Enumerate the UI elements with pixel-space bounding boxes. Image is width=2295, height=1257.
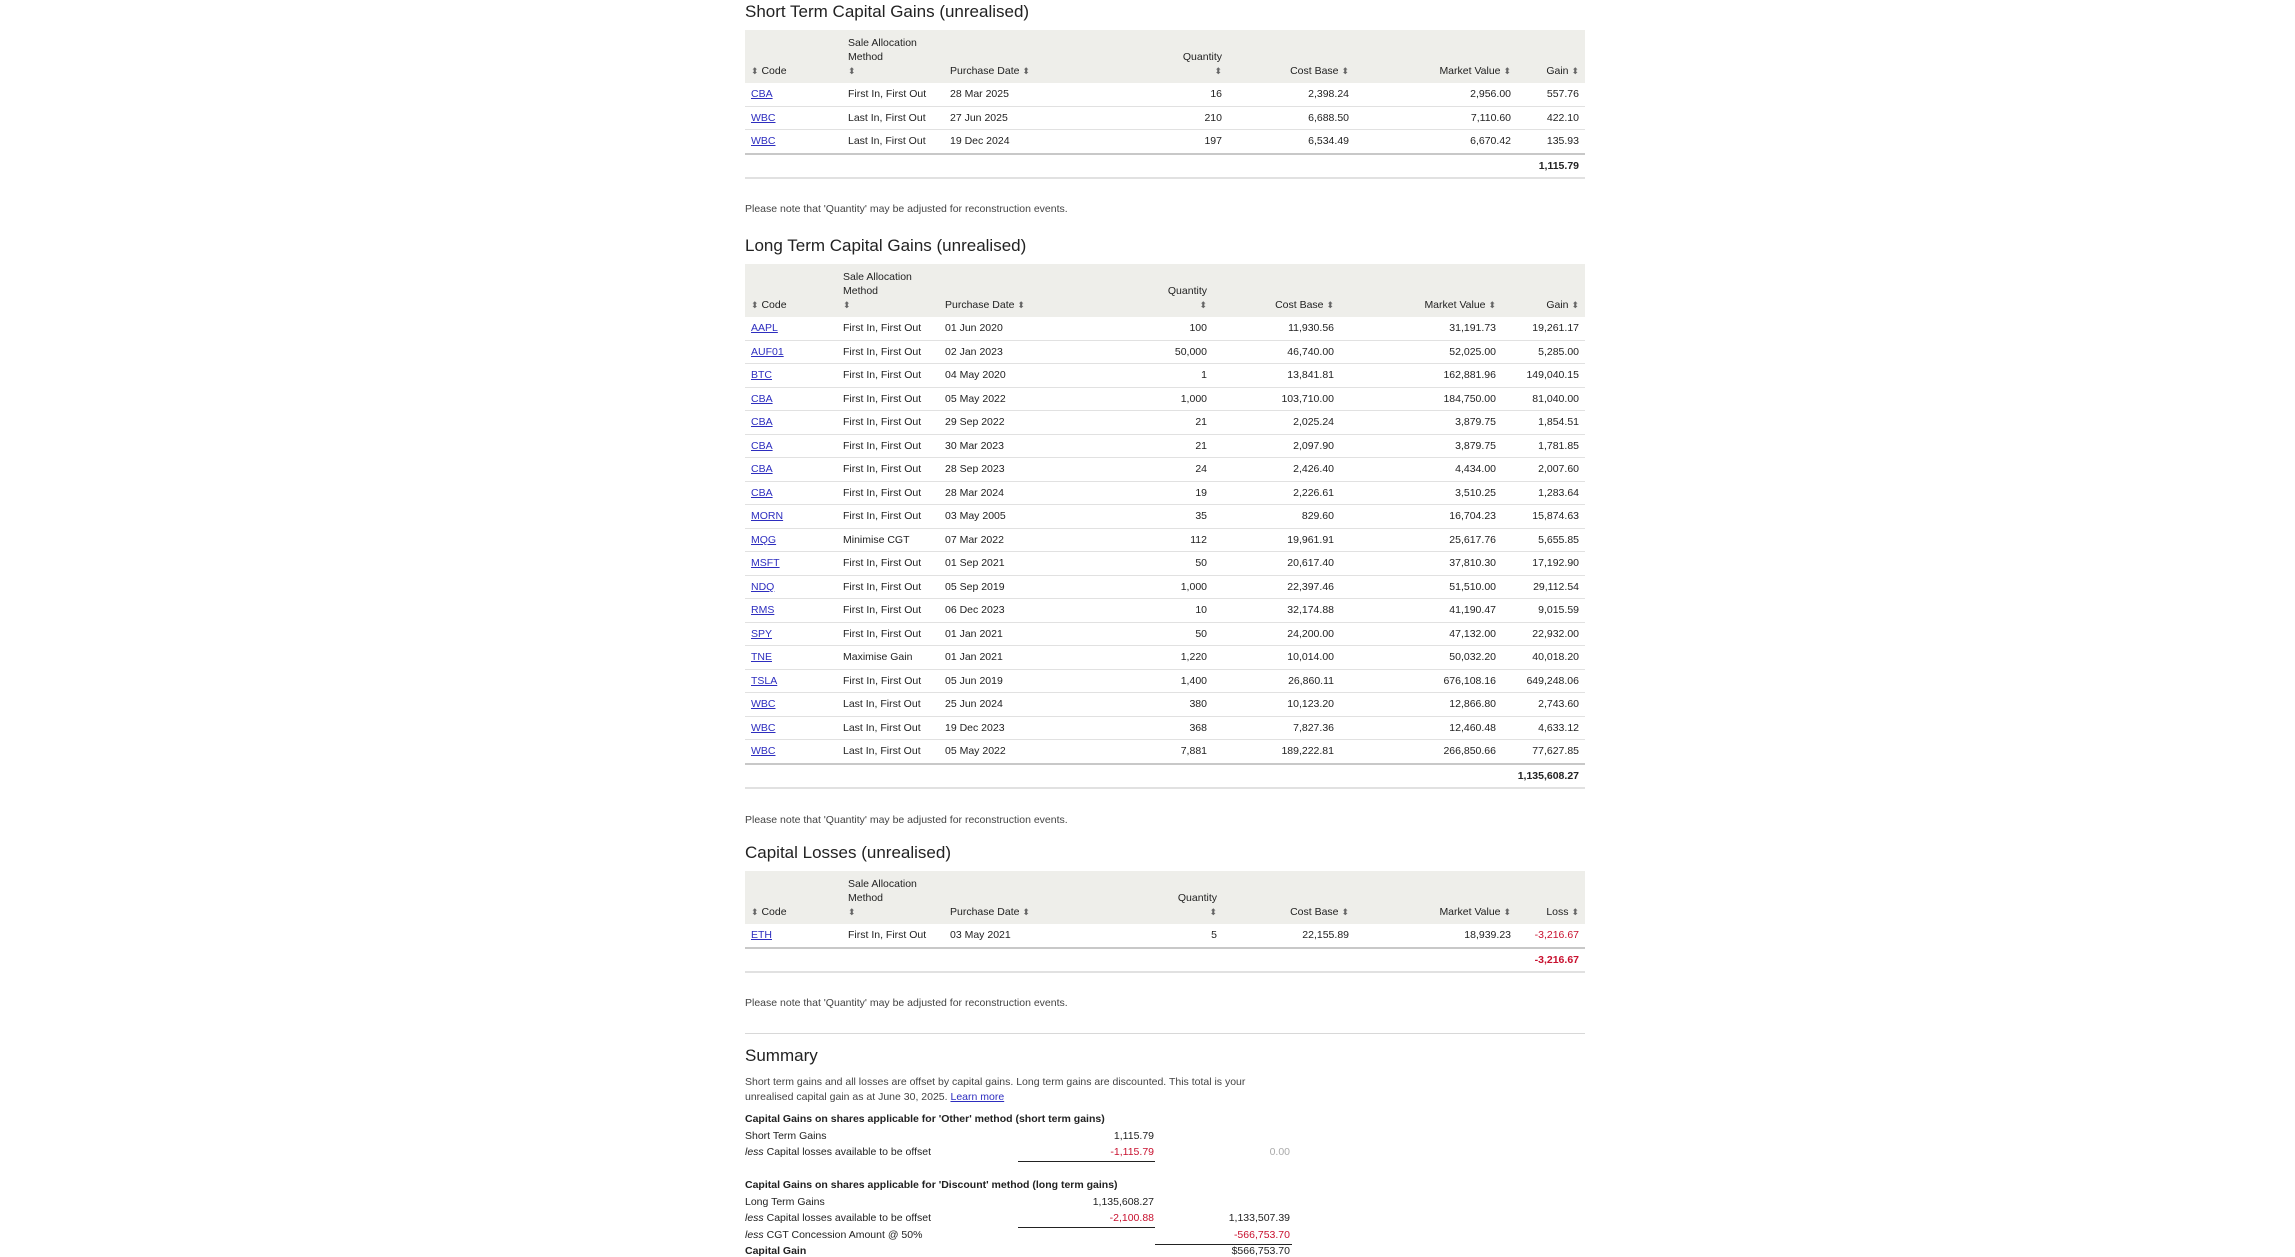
col-market-header[interactable]: Market Value ⬍ [1355,30,1517,83]
sort-icon: ⬍ [751,300,759,310]
qty-cell: 21 [1111,411,1213,435]
long-gains-value: 1,135,608.27 [1092,1196,1154,1208]
long-term-note: Please note that 'Quantity' may be adjusted for reconstruction events. [745,813,1068,826]
code-link[interactable]: WBC [751,745,776,758]
gain-cell: 1,781.85 [1502,434,1585,458]
qty-cell: 50,000 [1111,340,1213,364]
date-cell: 05 May 2022 [939,740,1111,764]
code-link[interactable]: TNE [751,651,772,664]
short-offset-label: less Capital losses available to be offset [745,1146,932,1158]
market-cell: 162,881.96 [1340,364,1502,388]
losses-section [745,843,1585,1009]
qty-cell: 35 [1111,505,1213,529]
code-link[interactable]: CBA [751,439,773,452]
method-cell: First In, First Out [837,505,939,529]
code-cell [745,924,842,948]
qty-cell: 19 [1111,481,1213,505]
gain-cell: 1,283.64 [1502,481,1585,505]
method-cell: First In, First Out [842,924,944,948]
code-link[interactable]: WBC [751,111,776,124]
short-term-title: Short Term Capital Gains (unrealised) [745,2,1030,21]
cost-cell: 20,617.40 [1213,552,1340,576]
sort-icon: ⬍ [1488,300,1496,310]
method-cell: First In, First Out [837,552,939,576]
gain-cell: 4,633.12 [1502,716,1585,740]
cost-cell: 10,014.00 [1213,646,1340,670]
gain-cell: 17,192.90 [1502,552,1585,576]
table-row [745,130,1585,154]
gain-cell: 29,112.54 [1502,575,1585,599]
table-row [745,622,1585,646]
losses-title: Capital Losses (unrealised) [745,843,951,862]
sort-icon: ⬍ [1571,66,1579,76]
date-cell: 03 May 2005 [939,505,1111,529]
summary-title: Summary [745,1046,818,1065]
cost-cell: 22,155.89 [1223,924,1355,948]
code-cell [745,317,837,340]
method-cell: First In, First Out [837,317,939,340]
code-link[interactable]: RMS [751,604,775,617]
code-cell [745,552,837,576]
code-cell [745,130,842,154]
code-link[interactable]: AAPL [751,322,778,335]
code-cell [745,575,837,599]
code-link[interactable]: CBA [751,486,773,499]
capital-gain-value: $566,753.70 [1231,1245,1290,1257]
cost-cell: 7,827.36 [1213,716,1340,740]
gain-cell: 19,261.17 [1502,317,1585,340]
qty-cell: 1,000 [1111,575,1213,599]
loss-cell: -3,216.67 [1517,924,1585,948]
code-link[interactable]: MORN [751,510,784,523]
table-row [745,552,1585,576]
market-cell: 41,190.47 [1340,599,1502,623]
code-link[interactable]: MQG [751,533,777,546]
cost-cell: 189,222.81 [1213,740,1340,764]
method-cell: Last In, First Out [837,716,939,740]
code-link[interactable]: CBA [751,392,773,405]
market-cell: 266,850.66 [1340,740,1502,764]
date-cell: 01 Jan 2021 [939,622,1111,646]
gain-cell: 557.76 [1517,83,1585,106]
table-row [745,83,1585,106]
gain-cell: 77,627.85 [1502,740,1585,764]
market-cell: 3,879.75 [1340,411,1502,435]
market-cell: 3,510.25 [1340,481,1502,505]
qty-cell: 197 [1136,130,1228,154]
sort-icon: ⬍ [848,66,856,76]
sort-icon: ⬍ [1214,66,1222,76]
cost-cell: 2,226.61 [1213,481,1340,505]
gain-cell: 5,655.85 [1502,528,1585,552]
market-cell: 6,670.42 [1355,130,1517,154]
table-row [745,364,1585,388]
code-cell [745,434,837,458]
qty-cell: 5 [1131,924,1223,948]
qty-cell: 368 [1111,716,1213,740]
col-method-header[interactable]: Sale Allocation Method ⬍ [842,871,944,924]
short-gains-label: Short Term Gains [745,1130,827,1142]
losses-total: -3,216.67 [745,948,1585,972]
col-cost-header[interactable]: Cost Base ⬍ [1223,871,1355,924]
code-cell [745,481,837,505]
divider [745,1033,1585,1034]
date-cell: 01 Sep 2021 [939,552,1111,576]
market-cell: 51,510.00 [1340,575,1502,599]
table-row [745,575,1585,599]
date-cell: 02 Jan 2023 [939,340,1111,364]
concession-label: less CGT Concession Amount @ 50% [745,1229,923,1241]
method-cell: First In, First Out [842,83,944,106]
date-cell: 28 Mar 2025 [944,83,1136,106]
losses-table [745,871,1585,973]
code-link[interactable]: WBC [751,135,776,148]
cost-cell: 32,174.88 [1213,599,1340,623]
sort-icon: ⬍ [1209,907,1217,917]
market-cell: 7,110.60 [1355,106,1517,130]
sort-icon: ⬍ [1017,300,1025,310]
capital-gain-label: Capital Gain [745,1245,807,1257]
qty-cell: 24 [1111,458,1213,482]
qty-cell: 1,000 [1111,387,1213,411]
date-cell: 07 Mar 2022 [939,528,1111,552]
date-cell: 06 Dec 2023 [939,599,1111,623]
table-row [745,340,1585,364]
qty-cell: 10 [1111,599,1213,623]
method-cell: First In, First Out [837,575,939,599]
date-cell: 04 May 2020 [939,364,1111,388]
col-gain-header[interactable]: Gain ⬍ [1517,30,1585,83]
method-cell: Maximise Gain [837,646,939,670]
date-cell: 19 Dec 2024 [944,130,1136,154]
date-cell: 28 Mar 2024 [939,481,1111,505]
market-cell: 4,434.00 [1340,458,1502,482]
date-cell: 19 Dec 2023 [939,716,1111,740]
table-row [745,924,1585,948]
long-net-value: 1,133,507.39 [1228,1212,1290,1224]
market-cell: 37,810.30 [1340,552,1502,576]
date-cell: 01 Jun 2020 [939,317,1111,340]
code-link[interactable]: ETH [751,929,772,942]
code-link[interactable]: WBC [751,721,776,734]
sort-icon: ⬍ [1199,300,1207,310]
cost-cell: 13,841.81 [1213,364,1340,388]
table-row [745,740,1585,764]
col-method-header[interactable]: Sale Allocation Method ⬍ [837,264,939,317]
cost-cell: 6,688.50 [1228,106,1355,130]
date-cell: 28 Sep 2023 [939,458,1111,482]
gain-cell: 15,874.63 [1502,505,1585,529]
code-cell [745,740,837,764]
cost-cell: 46,740.00 [1213,340,1340,364]
cost-cell: 2,097.90 [1213,434,1340,458]
code-cell [745,106,842,130]
market-cell: 50,032.20 [1340,646,1502,670]
qty-cell: 21 [1111,434,1213,458]
long-term-table [745,264,1585,789]
sort-icon: ⬍ [1571,300,1579,310]
qty-cell: 112 [1111,528,1213,552]
col-date-header[interactable]: Purchase Date ⬍ [944,30,1136,83]
cost-cell: 103,710.00 [1213,387,1340,411]
learn-more-link[interactable]: Learn more [950,1091,1005,1103]
long-term-title: Long Term Capital Gains (unrealised) [745,236,1027,255]
sort-icon: ⬍ [1341,907,1349,917]
market-cell: 184,750.00 [1340,387,1502,411]
qty-cell: 1,220 [1111,646,1213,670]
short-gains-value: 1,115.79 [1113,1130,1154,1142]
sort-icon: ⬍ [848,907,856,917]
rule [1018,1227,1155,1228]
gain-cell: 2,743.60 [1502,693,1585,717]
market-cell: 2,956.00 [1355,83,1517,106]
short-offset-value: -1,115.79 [1110,1146,1154,1158]
col-code-header[interactable]: ⬍ Code [745,264,837,317]
sort-icon: ⬍ [751,66,759,76]
method-cell: First In, First Out [837,669,939,693]
long-term-total: 1,135,608.27 [745,764,1585,788]
long-term-section [745,236,1585,826]
qty-cell: 50 [1111,552,1213,576]
cost-cell: 6,534.49 [1228,130,1355,154]
qty-cell: 1,400 [1111,669,1213,693]
cost-cell: 829.60 [1213,505,1340,529]
market-cell: 676,108.16 [1340,669,1502,693]
gain-cell: 422.10 [1517,106,1585,130]
col-gain-header[interactable]: Gain ⬍ [1502,264,1585,317]
code-cell [745,505,837,529]
col-qty-header[interactable]: Quantity ⬍ [1131,871,1223,924]
code-link[interactable]: SPY [751,627,773,640]
col-qty-header[interactable]: Quantity ⬍ [1111,264,1213,317]
cost-cell: 22,397.46 [1213,575,1340,599]
col-cost-header[interactable]: Cost Base ⬍ [1213,264,1340,317]
market-cell: 3,879.75 [1340,434,1502,458]
col-date-header[interactable]: Purchase Date ⬍ [944,871,1131,924]
gain-cell: 135.93 [1517,130,1585,154]
method-cell: Last In, First Out [842,106,944,130]
sort-icon: ⬍ [1571,907,1579,917]
code-link[interactable]: TSLA [751,674,778,687]
table-row [745,434,1585,458]
sort-icon: ⬍ [751,907,759,917]
market-cell: 31,191.73 [1340,317,1502,340]
col-market-header[interactable]: Market Value ⬍ [1355,871,1517,924]
code-link[interactable]: NDQ [751,580,775,593]
gain-cell: 9,015.59 [1502,599,1585,623]
short-heading: Capital Gains on shares applicable for 'Other' method (short term gains) [745,1113,1105,1125]
method-cell: Minimise CGT [837,528,939,552]
code-cell [745,528,837,552]
sort-icon: ⬍ [1341,66,1349,76]
code-cell [745,411,837,435]
date-cell: 05 Jun 2019 [939,669,1111,693]
code-cell [745,83,842,106]
date-cell: 27 Jun 2025 [944,106,1136,130]
date-cell: 03 May 2021 [944,924,1131,948]
method-cell: First In, First Out [837,364,939,388]
method-cell: Last In, First Out [837,740,939,764]
summary-description: Short term gains and all losses are offset by capital gains. Long term gains are discounted. This total is your unrealised capital gain as at June 30, 2025. Learn more [745,1076,1246,1103]
cost-cell: 19,961.91 [1213,528,1340,552]
date-cell: 01 Jan 2021 [939,646,1111,670]
market-cell: 52,025.00 [1340,340,1502,364]
table-row [745,646,1585,670]
code-cell [745,646,837,670]
gain-cell: 649,248.06 [1502,669,1585,693]
table-row [745,411,1585,435]
code-cell [745,364,837,388]
cost-cell: 2,025.24 [1213,411,1340,435]
code-cell [745,622,837,646]
table-row [745,106,1585,130]
code-cell [745,693,837,717]
col-method-header[interactable]: Sale Allocation Method ⬍ [842,30,944,83]
code-cell [745,458,837,482]
table-row [745,387,1585,411]
table-row [745,505,1585,529]
qty-cell: 1 [1111,364,1213,388]
sort-icon: ⬍ [1326,300,1334,310]
sort-icon: ⬍ [843,300,851,310]
method-cell: First In, First Out [837,458,939,482]
gain-cell: 2,007.60 [1502,458,1585,482]
long-heading: Capital Gains on shares applicable for 'Discount' method (long term gains) [745,1179,1118,1191]
gain-cell: 40,018.20 [1502,646,1585,670]
date-cell: 05 Sep 2019 [939,575,1111,599]
qty-cell: 100 [1111,317,1213,340]
method-cell: First In, First Out [837,411,939,435]
sort-icon: ⬍ [1022,907,1030,917]
sort-icon: ⬍ [1503,66,1511,76]
gain-cell: 149,040.15 [1502,364,1585,388]
table-row [745,669,1585,693]
code-link[interactable]: AUF01 [751,345,784,358]
table-row [745,599,1585,623]
date-cell: 30 Mar 2023 [939,434,1111,458]
short-term-note: Please note that 'Quantity' may be adjusted for reconstruction events. [745,202,1068,215]
gain-cell: 5,285.00 [1502,340,1585,364]
short-term-table [745,30,1585,179]
table-row [745,693,1585,717]
short-term-section [745,2,1585,215]
col-loss-header[interactable]: Loss ⬍ [1517,871,1585,924]
date-cell: 29 Sep 2022 [939,411,1111,435]
market-cell: 12,460.48 [1340,716,1502,740]
col-market-header[interactable]: Market Value ⬍ [1340,264,1502,317]
code-link[interactable]: CBA [751,416,773,429]
market-cell: 47,132.00 [1340,622,1502,646]
gain-cell: 22,932.00 [1502,622,1585,646]
cost-cell: 2,398.24 [1228,83,1355,106]
method-cell: First In, First Out [837,481,939,505]
long-offset-label: less Capital losses available to be offset [745,1212,932,1224]
long-gains-label: Long Term Gains [745,1196,825,1208]
gain-cell: 81,040.00 [1502,387,1585,411]
code-link[interactable]: BTC [751,369,772,382]
col-cost-header[interactable]: Cost Base ⬍ [1228,30,1355,83]
losses-note: Please note that 'Quantity' may be adjusted for reconstruction events. [745,996,1068,1009]
qty-cell: 380 [1111,693,1213,717]
col-qty-header[interactable]: Quantity ⬍ [1136,30,1228,83]
code-link[interactable]: WBC [751,698,776,711]
table-row [745,481,1585,505]
code-link[interactable]: MSFT [751,557,780,570]
code-cell [745,599,837,623]
table-row [745,317,1585,340]
long-offset-value: -2,100.88 [1109,1212,1154,1224]
col-date-header[interactable]: Purchase Date ⬍ [939,264,1111,317]
cost-cell: 24,200.00 [1213,622,1340,646]
cost-cell: 2,426.40 [1213,458,1340,482]
method-cell: First In, First Out [837,622,939,646]
market-cell: 12,866.80 [1340,693,1502,717]
code-cell [745,340,837,364]
col-code-header[interactable]: ⬍ Code [745,871,842,924]
table-row [745,716,1585,740]
method-cell: First In, First Out [837,340,939,364]
sort-icon: ⬍ [1022,66,1030,76]
method-cell: First In, First Out [837,387,939,411]
col-code-header[interactable]: ⬍ Code [745,30,842,83]
date-cell: 05 May 2022 [939,387,1111,411]
market-cell: 16,704.23 [1340,505,1502,529]
table-row [745,528,1585,552]
qty-cell: 210 [1136,106,1228,130]
cost-cell: 26,860.11 [1213,669,1340,693]
method-cell: Last In, First Out [842,130,944,154]
method-cell: Last In, First Out [837,693,939,717]
sort-icon: ⬍ [1503,907,1511,917]
concession-value: -566,753.70 [1233,1229,1290,1241]
method-cell: First In, First Out [837,434,939,458]
code-link[interactable]: CBA [751,88,773,101]
market-cell: 25,617.76 [1340,528,1502,552]
method-cell: First In, First Out [837,599,939,623]
code-cell [745,669,837,693]
qty-cell: 50 [1111,622,1213,646]
qty-cell: 7,881 [1111,740,1213,764]
code-cell [745,716,837,740]
short-net-value: 0.00 [1269,1146,1290,1158]
qty-cell: 16 [1136,83,1228,106]
code-cell [745,387,837,411]
cost-cell: 10,123.20 [1213,693,1340,717]
date-cell: 25 Jun 2024 [939,693,1111,717]
gain-cell: 1,854.51 [1502,411,1585,435]
table-row [745,458,1585,482]
code-link[interactable]: CBA [751,463,773,476]
short-term-total: 1,115.79 [745,154,1585,178]
cost-cell: 11,930.56 [1213,317,1340,340]
rule [1018,1161,1155,1162]
market-cell: 18,939.23 [1355,924,1517,948]
